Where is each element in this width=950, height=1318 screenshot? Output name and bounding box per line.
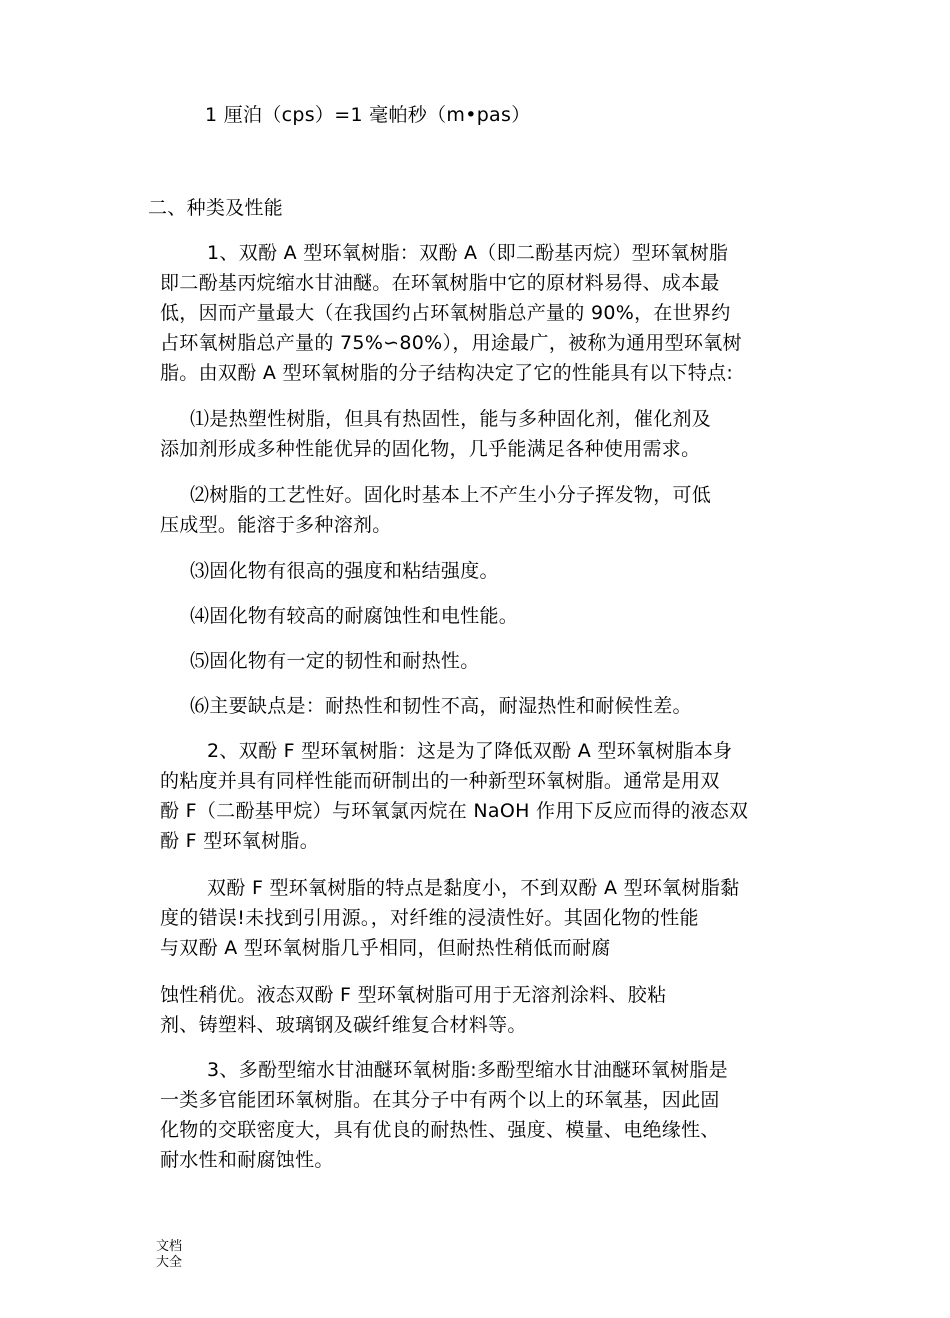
paragraph-line: 酚 F（二酚基甲烷）与环氧氯丙烷在 NaOH 作用下反应而得的液态双 — [160, 800, 749, 822]
footer-line: 大全 — [156, 1255, 183, 1270]
paragraph-line: 1、双酚 A 型环氧树脂：双酚 A（即二酚基丙烷）型环氧树脂 — [207, 242, 729, 264]
list-item-3: ⑶固化物有很高的强度和粘结强度。 — [190, 560, 499, 582]
paragraph-line: 化物的交联密度大，具有优良的耐热性、强度、模量、电绝缘性、 — [160, 1119, 720, 1141]
list-item-line: ⑴是热塑性树脂，但具有热固性，能与多种固化剂，催化剂及 — [190, 408, 712, 430]
list-item-line: 压成型。能溶于多种溶剂。 — [160, 514, 392, 536]
section-heading: 二、种类及性能 — [148, 197, 284, 219]
paragraph-line: 一类多官能团环氧树脂。在其分子中有两个以上的环氧基，因此固 — [160, 1089, 720, 1111]
list-item-line: ⑵树脂的工艺性好。固化时基本上不产生小分子挥发物，可低 — [190, 484, 712, 506]
paragraph-line: 耐水性和耐腐蚀性。 — [160, 1149, 334, 1171]
paragraph-line: 占环氧树脂总产量的 75%∽80%），用途最广，被称为通用型环氧树 — [160, 332, 742, 354]
paragraph-line: 3、多酚型缩水甘油醚环氧树脂:多酚型缩水甘油醚环氧树脂是 — [207, 1059, 728, 1081]
paragraph-line: 酚 F 型环氧树脂。 — [160, 830, 320, 852]
paragraph-line: 蚀性稍优。液态双酚 F 型环氧树脂可用于无溶剂涂料、胶粘 — [160, 984, 667, 1006]
paragraph-line: 脂。由双酚 A 型环氧树脂的分子结构决定了它的性能具有以下特点: — [160, 362, 734, 384]
paragraph-line: 与双酚 A 型环氧树脂几乎相同，但耐热性稍低而耐腐 — [160, 937, 611, 959]
paragraph-line: 度的错误!未找到引用源。，对纤维的浸渍性好。其固化物的性能 — [160, 907, 699, 929]
list-item-4: ⑷固化物有较高的耐腐蚀性和电性能。 — [190, 605, 519, 627]
paragraph-line: 的粘度并具有同样性能而研制出的一种新型环氧树脂。通常是用双 — [160, 770, 720, 792]
paragraph-line: 即二酚基丙烷缩水甘油醚。在环氧树脂中它的原材料易得、成本最 — [160, 272, 720, 294]
paragraph-line: 剂、铸塑料、玻璃钢及碳纤维复合材料等。 — [160, 1014, 527, 1036]
list-item-line: 添加剂形成多种性能优异的固化物，几乎能满足各种使用需求。 — [160, 438, 701, 460]
list-item-6: ⑹主要缺点是：耐热性和韧性不高，耐湿热性和耐候性差。 — [190, 695, 692, 717]
paragraph-line: 低，因而产量最大（在我国约占环氧树脂总产量的 90%，在世界约 — [160, 302, 731, 324]
paragraph-line: 双酚 F 型环氧树脂的特点是黏度小，不到双酚 A 型环氧树脂黏 — [207, 877, 740, 899]
list-item-5: ⑸固化物有一定的韧性和耐热性。 — [190, 650, 480, 672]
unit-conversion-line: 1 厘泊（cps）=1 毫帕秒（m•pas） — [205, 104, 531, 126]
footer-line: 文档 — [156, 1239, 183, 1254]
paragraph-line: 2、双酚 F 型环氧树脂：这是为了降低双酚 A 型环氧树脂本身 — [207, 740, 733, 762]
